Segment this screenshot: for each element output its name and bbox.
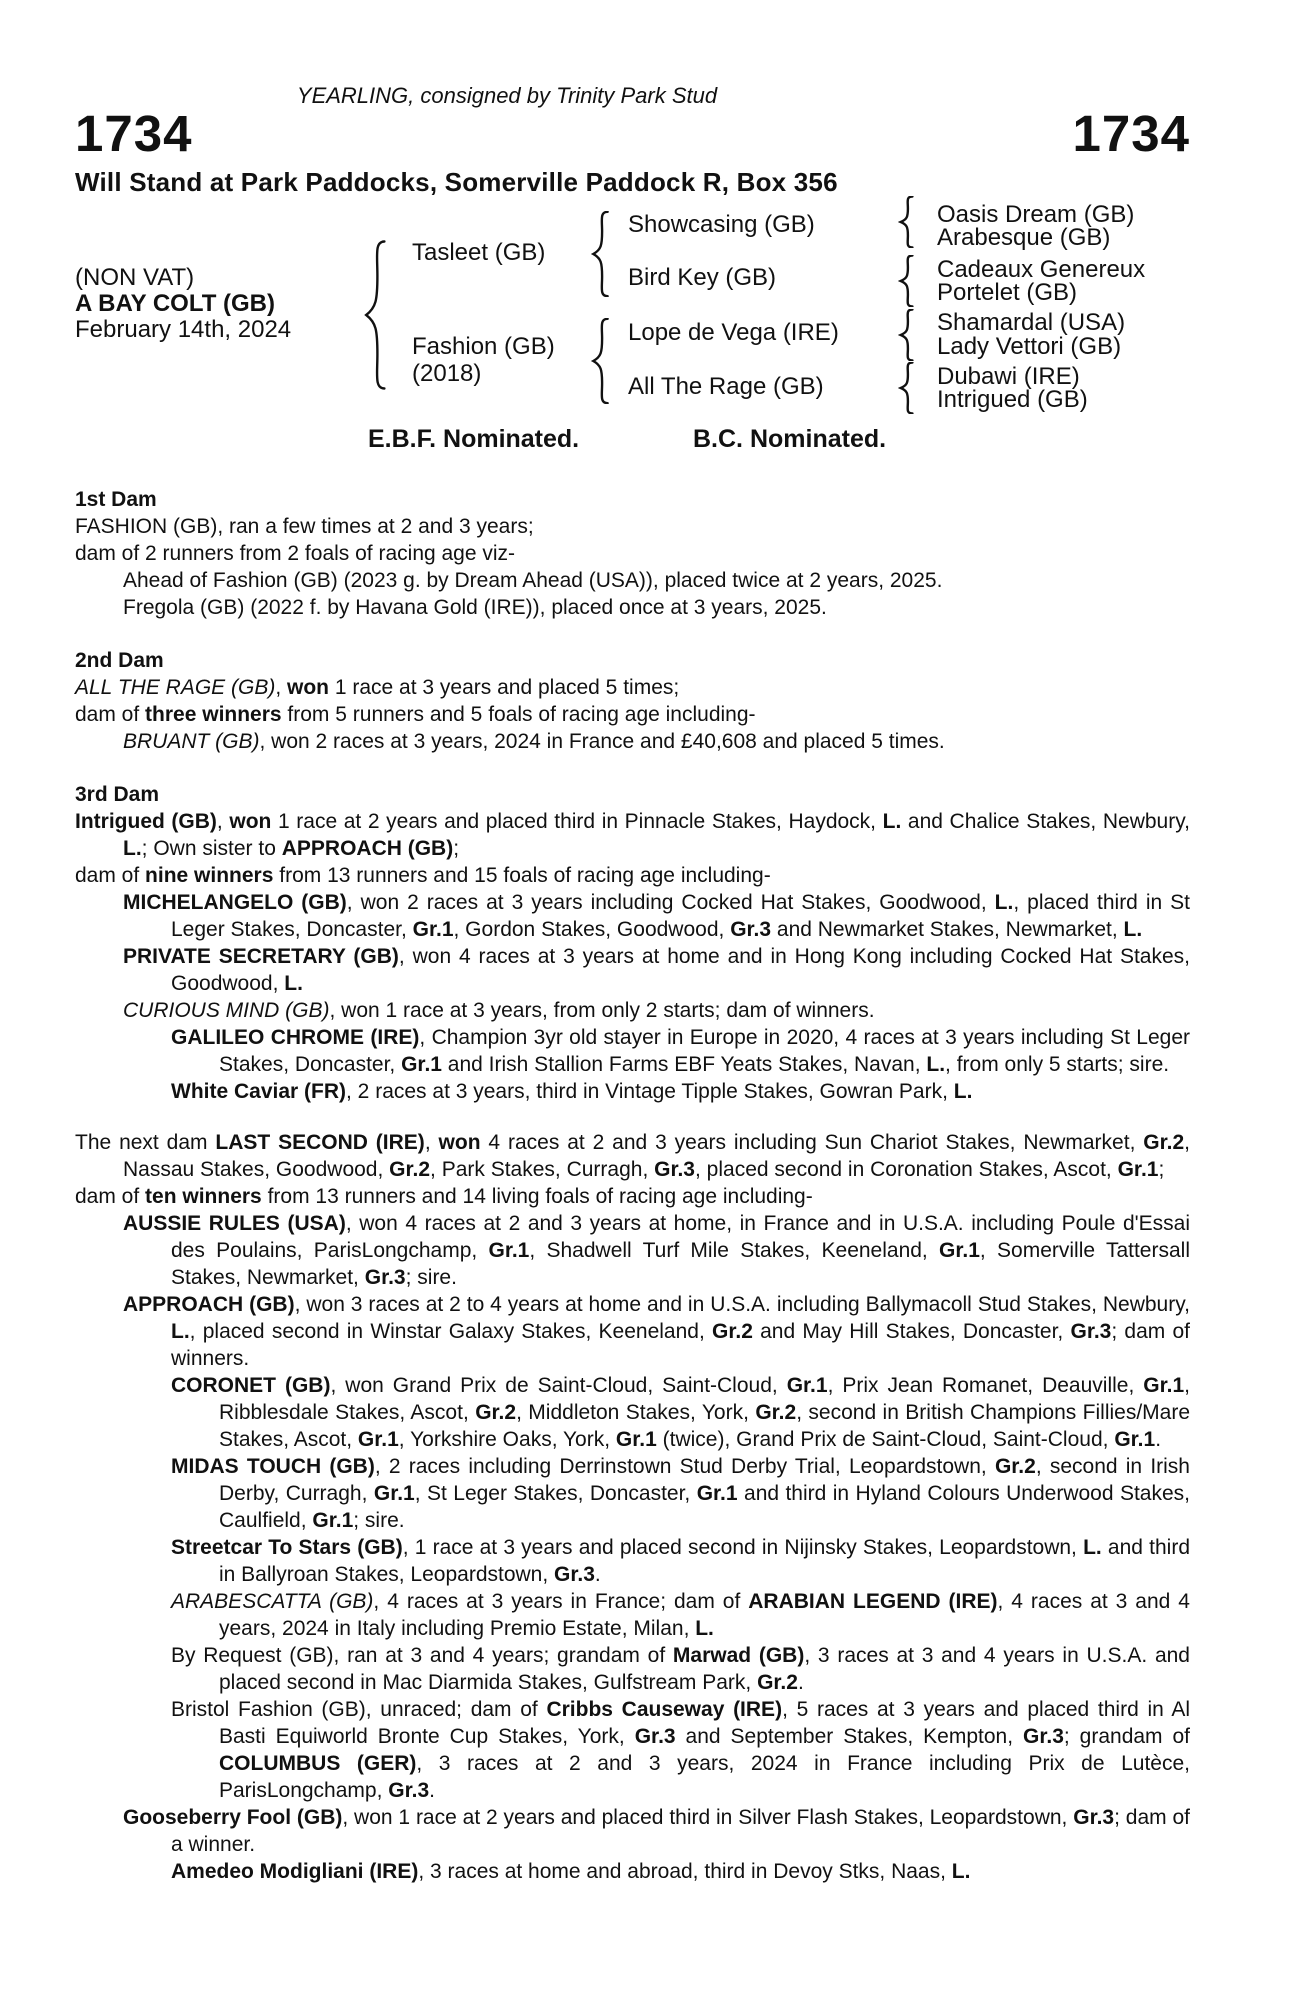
bc-nominated-label: B.C. Nominated. — [693, 425, 887, 453]
text-segment: By Request (GB), ran at 3 and 4 years; grandam of — [171, 1644, 673, 1667]
text-segment: won — [229, 810, 272, 833]
text-segment: ; — [1158, 1158, 1165, 1181]
pedigree-paragraph — [75, 889, 1190, 943]
pedigree-paragraph — [75, 728, 1190, 755]
text-segment: Marwad (GB) — [672, 1644, 805, 1667]
ggparent-name: Cadeaux Genereux — [937, 256, 1146, 283]
text-segment: COLUMBUS (GER) — [219, 1752, 417, 1775]
text-segment: and September Stakes, Kempton, — [675, 1725, 1024, 1748]
text-segment: APPROACH (GB) — [281, 837, 454, 860]
text-segment: , won 3 races at 2 to 4 years at home and in U.S.A. including Ballymacoll Stud Stakes, Newbury, — [294, 1293, 1190, 1316]
text-segment: , — [424, 1131, 439, 1154]
pedigree-paragraph — [75, 540, 1190, 567]
non-vat-note: (NON VAT) — [75, 264, 195, 291]
text-segment: LAST SECOND (IRE) — [215, 1131, 425, 1154]
text-segment: ten winners — [145, 1185, 262, 1208]
text-segment: from 13 runners and 15 foals of racing age including- — [273, 864, 771, 887]
text-segment: L. — [1083, 1536, 1102, 1559]
text-segment: three winners — [145, 703, 282, 726]
text-segment: Gr.2 — [475, 1401, 517, 1424]
pedigree-paragraph — [75, 1291, 1190, 1372]
text-segment: Gr.2 — [757, 1671, 798, 1694]
text-segment: from 13 runners and 14 living foals of racing age including- — [261, 1185, 813, 1208]
text-segment: Ahead of Fashion (GB) (2023 g. by Dream Ahead (USA)), placed twice at 2 years, 2025. — [123, 569, 943, 592]
text-segment: . — [1155, 1428, 1162, 1451]
lot-number-left: 1734 — [75, 105, 193, 162]
text-segment: CURIOUS MIND (GB) — [123, 999, 330, 1022]
pedigree-paragraph — [75, 1588, 1190, 1642]
dam-sections — [75, 486, 1190, 1885]
text-segment: Gr.3 — [730, 918, 772, 941]
dam-section — [75, 781, 1190, 1105]
text-segment: L. — [951, 1860, 971, 1883]
text-segment: and third in Hyland Colours Underwood Stakes, Caulfield, — [219, 1482, 1190, 1532]
pedigree-paragraph — [75, 1642, 1190, 1696]
text-segment: ; Own sister to — [141, 837, 282, 860]
pedigree-paragraph — [75, 1129, 1190, 1183]
text-segment: ARABESCATTA (GB) — [171, 1590, 374, 1613]
pedigree-paragraph — [75, 997, 1190, 1024]
pedigree-paragraph — [75, 862, 1190, 889]
text-segment: BRUANT (GB) — [123, 730, 260, 753]
text-segment: Bristol Fashion (GB), unraced; dam of — [171, 1698, 547, 1721]
text-segment: , — [216, 810, 230, 833]
text-segment: Gr.3 — [554, 1563, 595, 1586]
text-segment: Gr.1 — [1143, 1374, 1185, 1397]
text-segment: , Gordon Stakes, Goodwood, — [453, 918, 731, 941]
text-segment: , St Leger Stakes, Doncaster, — [414, 1482, 697, 1505]
text-segment: , won 4 races at 3 years at home and in Hong Kong including Cocked Hat Stakes, Goodwood, — [171, 945, 1190, 995]
text-segment: , 1 race at 3 years and placed second in Nijinsky Stakes, Leopardstown, — [402, 1536, 1084, 1559]
text-segment: Gr.3 — [1023, 1725, 1064, 1748]
text-segment: AUSSIE RULES (USA) — [123, 1212, 346, 1235]
text-segment: Intrigued (GB) — [75, 810, 217, 833]
text-segment: ; sire. — [405, 1266, 457, 1289]
text-segment: , 5 races at 3 years and placed third in Al Basti Equiworld Bronte Cup Stakes, York, — [219, 1698, 1190, 1748]
text-segment: Gr.3 — [1070, 1320, 1112, 1343]
text-segment: 4 races at 2 and 3 years including Sun Chariot Stakes, Newmarket, — [480, 1131, 1144, 1154]
text-segment: Gr.3 — [364, 1266, 406, 1289]
sire-grandsire-name: Showcasing (GB) — [628, 211, 815, 238]
ggparent-name: Shamardal (USA) — [937, 309, 1126, 336]
text-segment: , Ribblesdale Stakes, Ascot, — [219, 1374, 1190, 1424]
dam-foaling-year: (2018) — [412, 360, 482, 387]
text-segment: , second in Irish Derby, Curragh, — [219, 1455, 1190, 1505]
pedigree-paragraph — [75, 1024, 1190, 1078]
dam-section-heading: 3rd Dam — [75, 783, 160, 806]
text-segment: Gr.2 — [712, 1320, 753, 1343]
text-segment: Gr.2 — [994, 1455, 1036, 1478]
text-segment: GALILEO CHROME (IRE) — [171, 1026, 420, 1049]
text-segment: won — [438, 1131, 481, 1154]
text-segment: L. — [123, 837, 142, 860]
text-segment: and Chalice Stakes, Newbury, — [901, 810, 1190, 833]
text-segment: Gr.1 — [312, 1509, 354, 1532]
pedigree-paragraph — [75, 943, 1190, 997]
text-segment: The next dam — [75, 1131, 216, 1154]
text-segment: , 4 races at 3 years in France; dam of — [373, 1590, 749, 1613]
text-segment: Gr.1 — [696, 1482, 738, 1505]
text-segment: Gr.2 — [389, 1158, 431, 1181]
text-segment: , Prix Jean Romanet, Deauville, — [827, 1374, 1144, 1397]
pedigree-paragraph — [75, 1183, 1190, 1210]
ggparent-name: Lady Vettori (GB) — [937, 333, 1122, 360]
text-segment: Gr.1 — [786, 1374, 828, 1397]
main-brace-icon — [362, 240, 390, 390]
dam-section-heading: 1st Dam — [75, 488, 157, 511]
text-segment: . — [429, 1779, 435, 1802]
text-segment: FASHION (GB), ran a few times at 2 and 3 years; — [75, 515, 534, 538]
text-segment: , placed second in Winstar Galaxy Stakes, Keeneland, — [189, 1320, 713, 1343]
dam-granddam-name: All The Rage (GB) — [628, 373, 824, 400]
text-segment: L. — [695, 1617, 714, 1640]
text-segment: APPROACH (GB) — [123, 1293, 295, 1316]
dam-section — [75, 647, 1190, 755]
pedigree-paragraph — [75, 808, 1190, 862]
text-segment: , from only 5 starts; sire. — [945, 1053, 1170, 1076]
text-segment: ; grandam of — [1063, 1725, 1191, 1748]
text-segment: L. — [882, 810, 902, 833]
text-segment: , won 1 race at 3 years, from only 2 starts; dam of winners. — [329, 999, 875, 1022]
text-segment: L. — [994, 891, 1014, 914]
text-segment: nine winners — [145, 864, 274, 887]
text-segment: Gr.1 — [488, 1239, 530, 1262]
text-segment: L. — [171, 1320, 190, 1343]
text-segment: Streetcar To Stars (GB) — [171, 1536, 403, 1559]
pedigree-paragraph — [75, 1372, 1190, 1453]
text-segment: L. — [926, 1053, 946, 1076]
lot-number-right: 1734 — [1072, 105, 1190, 162]
ggparent-name: Intrigued (GB) — [937, 386, 1088, 413]
ggparent-brace-4-icon — [898, 362, 916, 414]
text-segment: Gr.3 — [634, 1725, 676, 1748]
pedigree-paragraph — [75, 1210, 1190, 1291]
text-segment: , won 2 races at 3 years, 2024 in France and £40,608 and placed 5 times. — [259, 730, 945, 753]
ggparent-name: Oasis Dream (GB) — [937, 201, 1135, 228]
pedigree-paragraph — [75, 1804, 1190, 1858]
text-segment: , Nassau Stakes, Goodwood, — [123, 1131, 1191, 1181]
text-segment: Gr.1 — [412, 918, 454, 941]
text-segment: Gr.2 — [1143, 1131, 1185, 1154]
text-segment: ; dam of winners. — [171, 1320, 1190, 1370]
text-segment: MICHELANGELO (GB) — [123, 891, 347, 914]
text-segment: , Middleton Stakes, York, — [516, 1401, 756, 1424]
text-segment: , Somerville Tattersall Stakes, Newmarket, — [171, 1239, 1190, 1289]
text-segment: , second in British Champions Fillies/Mare Stakes, Ascot, — [219, 1401, 1191, 1451]
consignor-line: YEARLING, consigned by Trinity Park Stud — [296, 83, 718, 108]
text-segment: , won 1 race at 2 years and placed third in Silver Flash Stakes, Leopardstown, — [342, 1806, 1074, 1829]
text-segment: , won 4 races at 2 and 3 years at home, in France and in U.S.A. including Poule d'Essai des Poulains, ParisLongchamp, — [171, 1212, 1190, 1262]
dam-section — [75, 1129, 1190, 1885]
text-segment: Gr.1 — [357, 1428, 399, 1451]
text-segment: , Shadwell Turf Mile Stakes, Keeneland, — [529, 1239, 940, 1262]
text-segment: Gr.1 — [1117, 1158, 1159, 1181]
horse-name: A BAY COLT (GB) — [75, 290, 276, 317]
text-segment: (twice), Grand Prix de Saint-Cloud, Saint-Cloud, — [656, 1428, 1115, 1451]
text-segment: ; — [453, 837, 460, 860]
text-segment: , Yorkshire Oaks, York, — [398, 1428, 616, 1451]
dam-name: Fashion (GB) — [412, 333, 555, 360]
dam-grandsire-name: Lope de Vega (IRE) — [628, 319, 839, 346]
text-segment: from 5 runners and 5 foals of racing age including- — [281, 703, 756, 726]
dam-section — [75, 486, 1190, 621]
text-segment: 1 race at 2 years and placed third in Pinnacle Stakes, Haydock, — [271, 810, 883, 833]
text-segment: dam of — [75, 864, 146, 887]
text-segment: Amedeo Modigliani (IRE) — [171, 1860, 419, 1883]
pedigree-paragraph — [75, 594, 1190, 621]
text-segment: , placed second in Coronation Stakes, Ascot, — [695, 1158, 1118, 1181]
pedigree-paragraph — [75, 1078, 1190, 1105]
text-segment: PRIVATE SECRETARY (GB) — [123, 945, 399, 968]
pedigree-paragraph — [75, 1534, 1190, 1588]
text-segment: Gr.3 — [1073, 1806, 1115, 1829]
text-segment: CORONET (GB) — [171, 1374, 331, 1397]
ggparent-brace-3-icon — [898, 309, 916, 361]
text-segment: dam of 2 runners from 2 foals of racing age viz- — [75, 542, 516, 565]
text-segment: MIDAS TOUCH (GB) — [171, 1455, 375, 1478]
ggparent-brace-1-icon — [898, 196, 916, 248]
pedigree-paragraph — [75, 567, 1190, 594]
text-segment: L. — [1123, 918, 1143, 941]
foal-date: February 14th, 2024 — [75, 316, 292, 343]
text-segment: won — [287, 676, 330, 699]
text-segment: and third in Ballyroan Stakes, Leopardstown, — [219, 1536, 1190, 1586]
text-segment: ALL THE RAGE (GB) — [75, 676, 276, 699]
text-segment: , 2 races at 3 years, third in Vintage Tipple Stakes, Gowran Park, — [346, 1080, 954, 1103]
ggparent-name: Arabesque (GB) — [937, 224, 1111, 251]
dam-brace-icon — [590, 318, 612, 404]
text-segment: , Park Stakes, Curragh, — [430, 1158, 655, 1181]
ggparent-name: Dubawi (IRE) — [937, 363, 1080, 390]
text-segment: and Irish Stallion Farms EBF Yeats Stakes, Navan, — [441, 1053, 927, 1076]
text-segment: , 2 races including Derrinstown Stud Derby Trial, Leopardstown, — [374, 1455, 995, 1478]
text-segment: Gr.1 — [939, 1239, 980, 1262]
text-segment: , Champion 3yr old stayer in Europe in 2020, 4 races at 3 years including St Leger Stakes, Doncaster, — [219, 1026, 1191, 1076]
text-segment: ; dam of a winner. — [171, 1806, 1190, 1856]
text-segment: White Caviar (FR) — [171, 1080, 347, 1103]
text-segment: ; sire. — [353, 1509, 405, 1532]
stand-location-line: Will Stand at Park Paddocks, Somerville Paddock R, Box 356 — [75, 167, 838, 197]
text-segment: , 4 races at 3 and 4 years, 2024 in Italy including Premio Estate, Milan, — [219, 1590, 1190, 1640]
text-segment: , 3 races at 3 and 4 years in U.S.A. and placed second in Mac Diarmida Stakes, Gulfstream Park, — [219, 1644, 1190, 1694]
ggparent-name: Portelet (GB) — [937, 279, 1078, 306]
pedigree-paragraph — [75, 701, 1190, 728]
text-segment: , 3 races at 2 and 3 years, 2024 in France including Prix de Lutèce, ParisLongchamp, — [219, 1752, 1190, 1802]
text-segment: , — [275, 676, 288, 699]
pedigree-paragraph — [75, 1696, 1190, 1804]
text-segment: Cribbs Causeway (IRE) — [546, 1698, 783, 1721]
sire-granddam-name: Bird Key (GB) — [628, 264, 777, 291]
text-segment: , won 2 races at 3 years including Cocked Hat Stakes, Goodwood, — [346, 891, 995, 914]
dam-section-heading: 2nd Dam — [75, 649, 164, 672]
text-segment: L. — [953, 1080, 973, 1103]
text-segment: and May Hill Stakes, Doncaster, — [752, 1320, 1071, 1343]
text-segment: Gr.1 — [373, 1482, 415, 1505]
text-segment: , won Grand Prix de Saint-Cloud, Saint-Cloud, — [330, 1374, 787, 1397]
text-segment: Gr.1 — [615, 1428, 657, 1451]
pedigree-paragraph — [75, 513, 1190, 540]
text-segment: ARABIAN LEGEND (IRE) — [748, 1590, 998, 1613]
text-segment: dam of — [75, 1185, 146, 1208]
ggparent-brace-2-icon — [898, 255, 916, 307]
text-segment: , placed third in St Leger Stakes, Doncaster, — [171, 891, 1191, 941]
text-segment: Fregola (GB) (2022 f. by Havana Gold (IRE)), placed once at 3 years, 2025. — [123, 596, 827, 619]
pedigree-paragraph — [75, 1453, 1190, 1534]
text-segment: and Newmarket Stakes, Newmarket, — [771, 918, 1124, 941]
text-segment: Gr.1 — [1114, 1428, 1156, 1451]
text-segment: Gr.2 — [755, 1401, 797, 1424]
sire-name: Tasleet (GB) — [412, 239, 546, 266]
sire-brace-icon — [590, 211, 612, 297]
text-segment: . — [797, 1671, 804, 1694]
pedigree-paragraph — [75, 1858, 1190, 1885]
text-segment: 1 race at 3 years and placed 5 times; — [329, 676, 680, 699]
text-segment: Gr.3 — [388, 1779, 430, 1802]
text-segment: Gr.1 — [401, 1053, 442, 1076]
text-segment: dam of — [75, 703, 146, 726]
ebf-nominated-label: E.B.F. Nominated. — [368, 425, 580, 453]
text-segment: Gooseberry Fool (GB) — [123, 1806, 343, 1829]
pedigree-paragraph — [75, 674, 1190, 701]
text-segment: Gr.3 — [654, 1158, 695, 1181]
text-segment: , 3 races at home and abroad, third in Devoy Stks, Naas, — [418, 1860, 952, 1883]
text-segment: . — [594, 1563, 601, 1586]
text-segment: L. — [284, 972, 303, 995]
